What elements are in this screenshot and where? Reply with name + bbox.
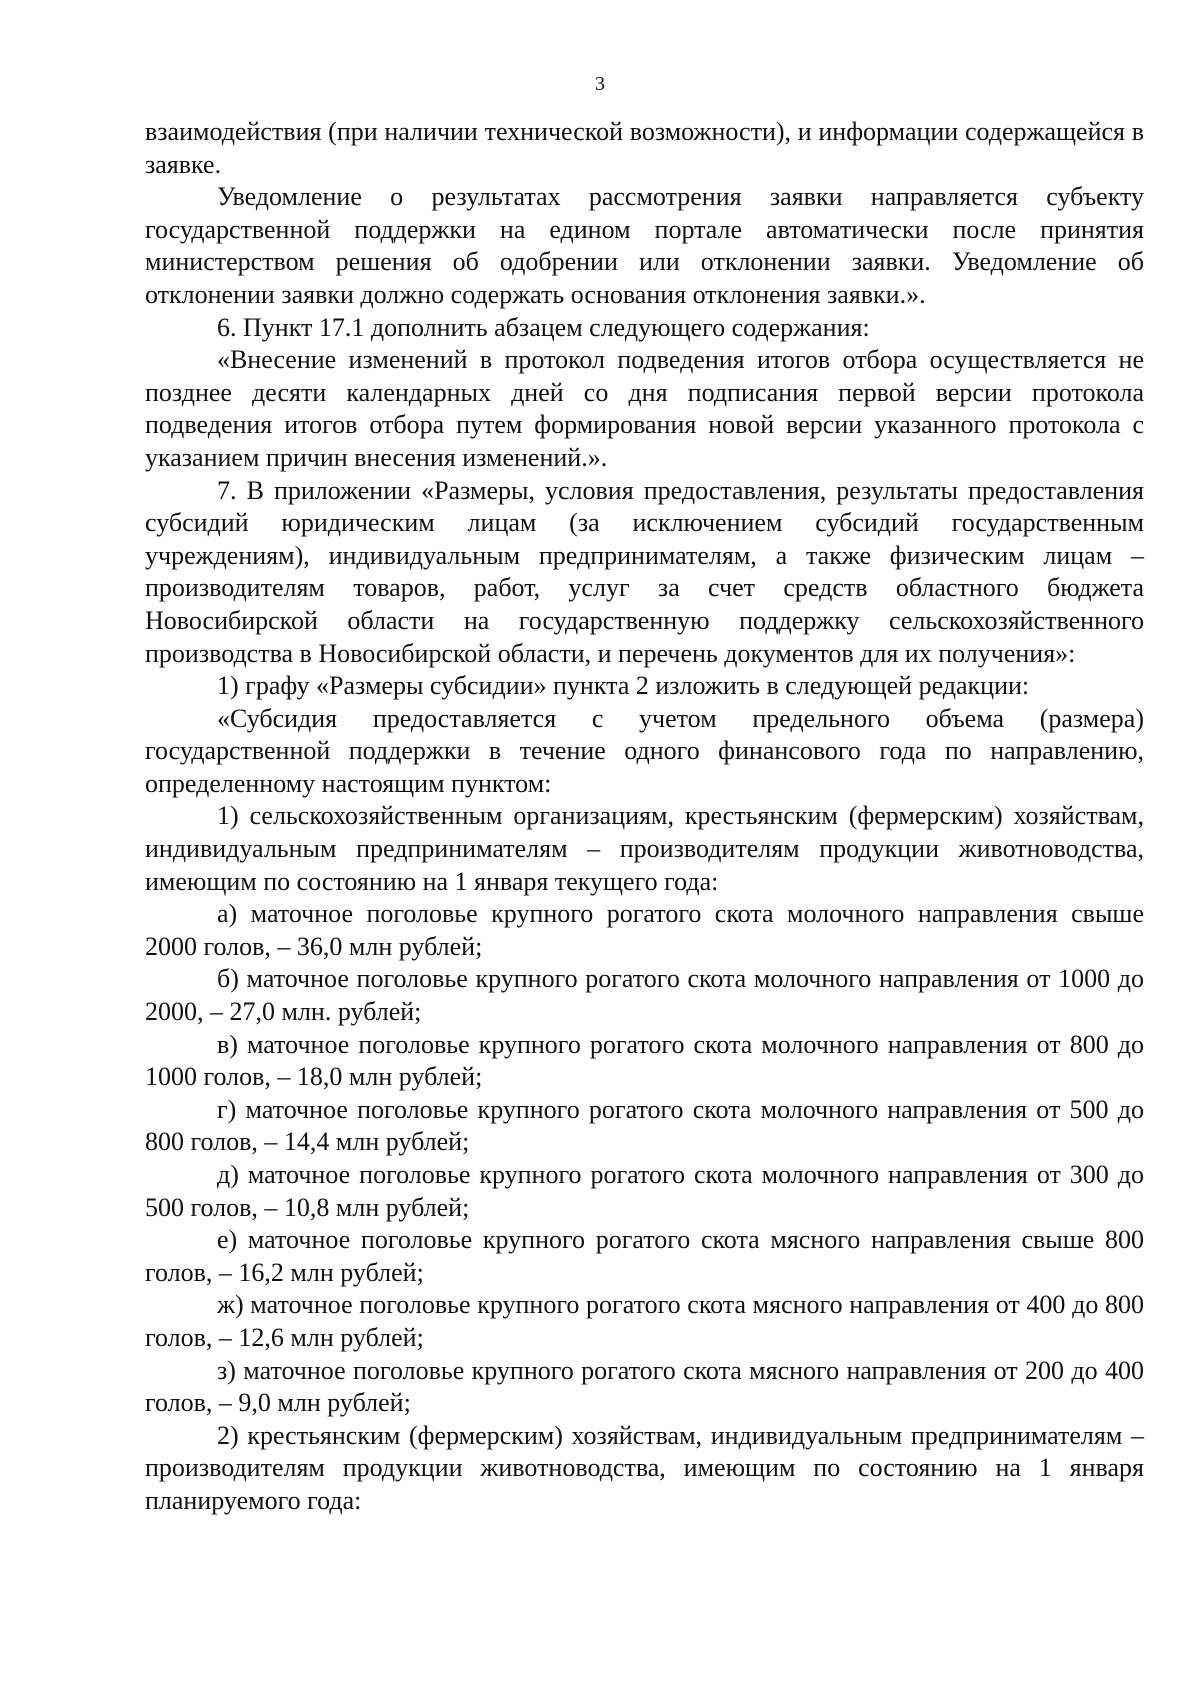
paragraph: 1) сельскохозяйственным организациям, крестьянским (фермерским) хозяйствам, индивидуальным предпринимателям – производителям продукции животноводства, имеющим по состоянию на 1 января текущего года: [145, 801, 1144, 896]
paragraph: е) маточное поголовье крупного рогатого скота мясного направления свыше 800 голов, – 16,2 млн рублей; [145, 1225, 1144, 1287]
paragraph: з) маточное поголовье крупного рогатого скота мясного направления от 200 до 400 голов, – 9,0 млн рублей; [145, 1355, 1144, 1418]
paragraph: 2) крестьянским (фермерским) хозяйствам, индивидуальным предпринимателям – производителям продукции животноводства, имеющим по состоянию на 1 января планируемого года: [145, 1420, 1144, 1515]
paragraph: 1) графу «Размеры субсидии» пункта 2 изложить в следующей редакции: [217, 671, 1030, 701]
paragraph: «Субсидия предоставляется с учетом предельного объема (размера) государственной поддержки в течение одного финансового года по направлению, определенному настоящим пунктом: [145, 703, 1144, 798]
paragraph: 6. Пункт 17.1 дополнить абзацем следующего содержания: [217, 312, 870, 342]
paragraph: г) маточное поголовье крупного рогатого скота молочного направления от 500 до 800 голов, – 14,4 млн рублей; [145, 1094, 1144, 1157]
paragraph: «Внесение изменений в протокол подведения итогов отбора осуществляется не позднее десяти календарных дней со дня подписания первой версии протокола подведения итогов отбора путем формирования новой версии указанного протокола с указанием причин внесения изменений.». [145, 345, 1144, 472]
paragraph: взаимодействия (при наличии технической возможности), и информации содержащейся в заявке. [145, 117, 1144, 179]
paragraph: д) маточное поголовье крупного рогатого скота молочного направления от 300 до 500 голов, – 10,8 млн рублей; [145, 1160, 1144, 1222]
document-body [145, 116, 1144, 1518]
page-number: 3 [595, 73, 605, 95]
paragraph: 7. В приложении «Размеры, условия предоставления, результаты предоставления субсидий юридическим лицам (за исключением субсидий государственным учреждениям), индивидуальным предпринимателям, а также физическим лицам – производителям товаров, работ, услуг за счет средств областного бюджета Новосибирской области на государственную поддержку сельскохозяйственного производства в Новосибирской области, и перечень документов для их получения»: [145, 475, 1144, 668]
paragraph: Уведомление о результатах рассмотрения заявки направляется субъекту государственной поддержки на едином портале автоматически после принятия министерством решения об одобрении или отклонении заявки. Уведомление об отклонении заявки должно содержать основания отклонения заявки.». [145, 182, 1144, 309]
paragraph: в) маточное поголовье крупного рогатого скота молочного направления от 800 до 1000 голов, – 18,0 млн рублей; [145, 1029, 1144, 1092]
paragraph: ж) маточное поголовье крупного рогатого скота мясного направления от 400 до 800 голов, – 12,6 млн рублей; [145, 1290, 1144, 1352]
paragraph: б) маточное поголовье крупного рогатого скота молочного направления от 1000 до 2000, – 27,0 млн. рублей; [145, 964, 1144, 1027]
paragraph: а) маточное поголовье крупного рогатого скота молочного направления свыше 2000 голов, – 36,0 млн рублей; [145, 899, 1144, 961]
